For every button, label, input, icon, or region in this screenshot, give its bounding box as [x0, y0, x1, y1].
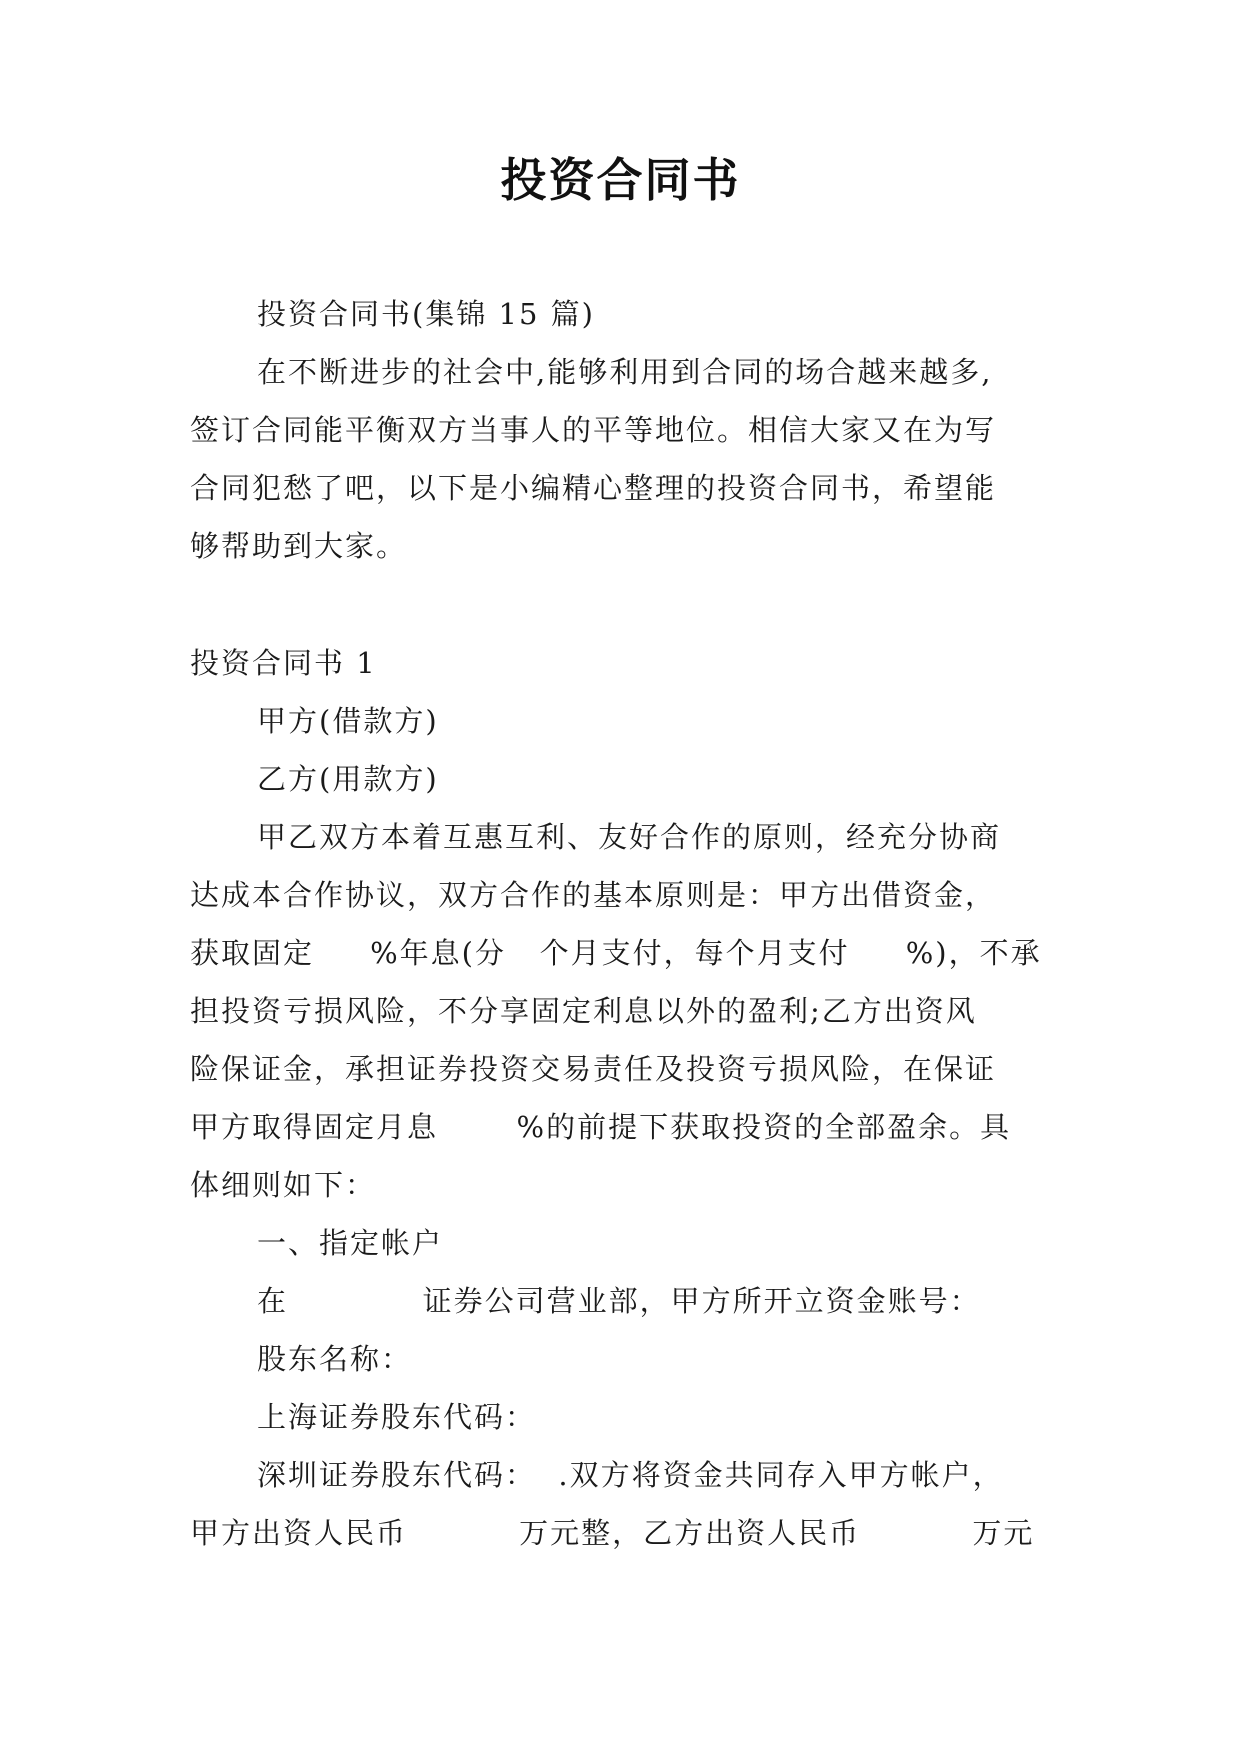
paragraph-line: 甲方取得固定月息 %的前提下获取投资的全部盈余。具	[190, 1110, 1012, 1144]
paragraph-line: 一、指定帐户	[257, 1226, 444, 1260]
paragraph-line: 够帮助到大家。	[190, 529, 408, 563]
paragraph-line: 在 证券公司营业部，甲方所开立资金账号：	[257, 1284, 981, 1318]
paragraph-line: 险保证金，承担证券投资交易责任及投资亏损风险，在保证	[190, 1052, 997, 1086]
paragraph-line: 上海证券股东代码：	[257, 1400, 537, 1434]
document-title: 投资合同书	[500, 153, 741, 207]
paragraph-line: 乙方(用款方)	[257, 762, 439, 796]
paragraph-line: 担投资亏损风险，不分享固定利息以外的盈利;乙方出资风	[190, 994, 977, 1028]
paragraph-line: 深圳证券股东代码： .双方将资金共同存入甲方帐户，	[257, 1458, 1004, 1492]
paragraph-line: 合同犯愁了吧，以下是小编精心整理的投资合同书，希望能	[190, 471, 997, 505]
paragraph-line: 在不断进步的社会中,能够利用到合同的场合越来越多,	[257, 355, 993, 389]
paragraph-line: 签订合同能平衡双方当事人的平等地位。相信大家又在为写	[190, 413, 997, 447]
paragraph-line: 甲方(借款方)	[257, 704, 439, 738]
paragraph-line: 甲方出资人民币 万元整，乙方出资人民币 万元	[190, 1516, 1035, 1550]
paragraph-line: 获取固定 %年息(分 个月支付，每个月支付 %)，不承	[190, 936, 1042, 970]
paragraph-line: 达成本合作协议，双方合作的基本原则是：甲方出借资金，	[190, 878, 997, 912]
paragraph-line: 体细则如下：	[190, 1168, 377, 1202]
section-heading: 投资合同书 1	[190, 646, 377, 680]
paragraph-line: 投资合同书(集锦 15 篇)	[257, 297, 595, 331]
paragraph-line: 股东名称：	[257, 1342, 413, 1376]
paragraph-line: 甲乙双方本着互惠互利、友好合作的原则，经充分协商	[257, 820, 1002, 854]
